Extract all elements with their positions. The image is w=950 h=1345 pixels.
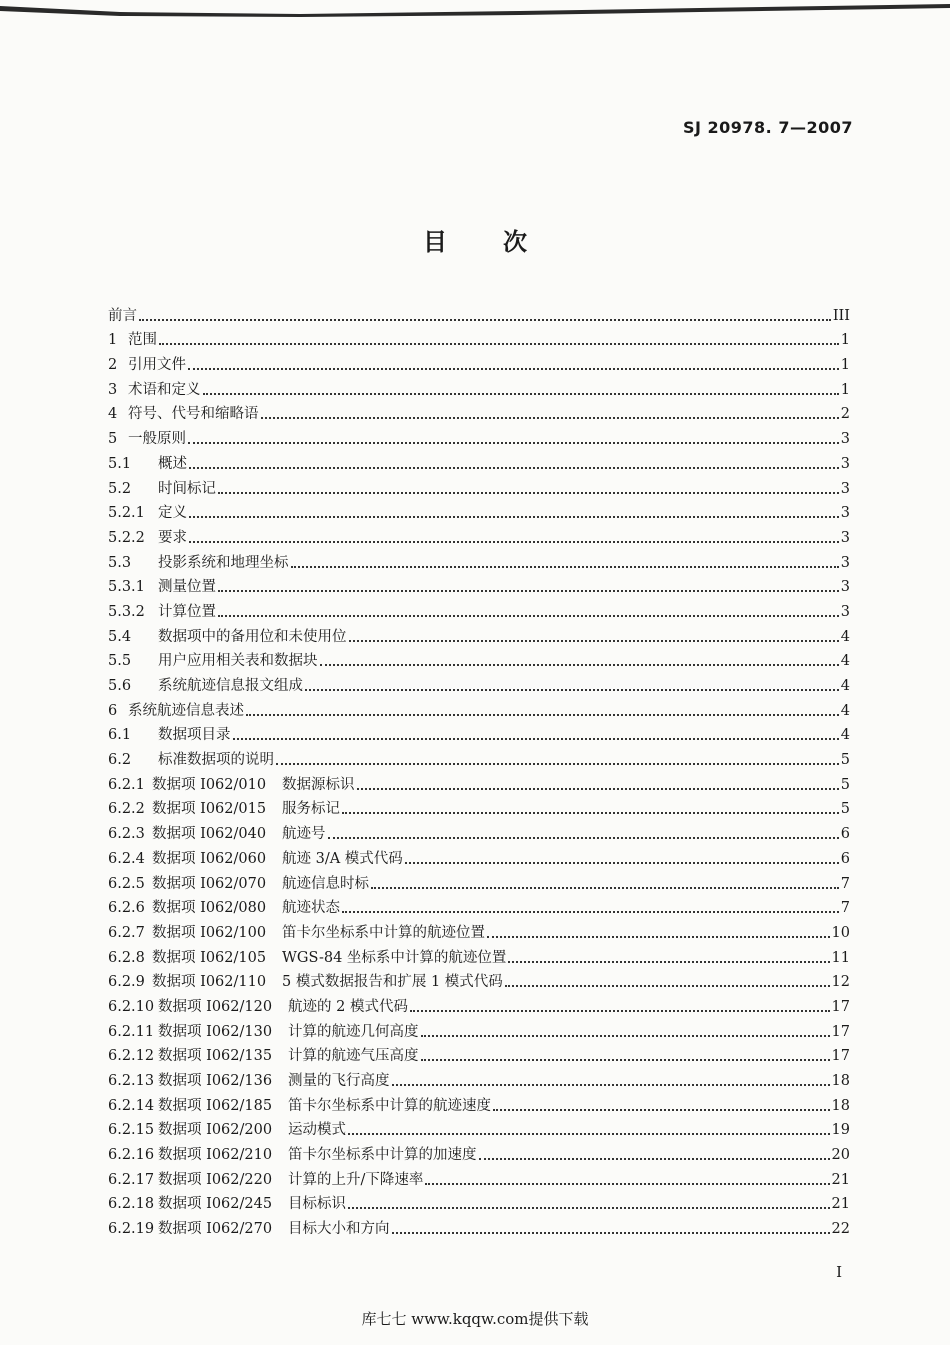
toc-entry-page: 11 bbox=[831, 949, 850, 966]
page-title: 目次 bbox=[423, 228, 583, 256]
toc-entry-number: 3 bbox=[108, 381, 118, 398]
toc-entry-number: 6.2.13 bbox=[108, 1073, 155, 1089]
toc-dot-leader bbox=[188, 442, 839, 444]
toc-entry-title: 航迹的 2 模式代码 bbox=[288, 998, 408, 1015]
toc-entry-number: 6.2.17 bbox=[108, 1171, 155, 1188]
toc-entry[interactable] bbox=[108, 621, 850, 646]
toc-entry-title: 数据项目录 bbox=[158, 727, 231, 744]
toc-entry-title: 目标标识 bbox=[288, 1196, 346, 1213]
toc-dot-leader bbox=[218, 492, 839, 494]
toc-entry-number: 5.4 bbox=[108, 628, 132, 645]
toc-entry-number: 5.3 bbox=[108, 554, 132, 571]
toc-entry-page: 17 bbox=[831, 1048, 850, 1065]
toc-entry[interactable] bbox=[108, 695, 850, 720]
toc-entry[interactable] bbox=[108, 547, 850, 572]
toc-entry-page: III bbox=[832, 307, 850, 324]
toc-entry-item-code: 数据项 I062/105 bbox=[152, 949, 267, 966]
toc-entry-page: 3 bbox=[840, 431, 850, 448]
toc-entry[interactable] bbox=[108, 349, 850, 374]
toc-entry-page: 20 bbox=[831, 1147, 850, 1164]
toc-entry-title: 计算的航迹几何高度 bbox=[288, 1023, 419, 1040]
toc-entry-number: 5.5 bbox=[108, 653, 132, 670]
toc-dot-leader bbox=[505, 985, 830, 987]
toc-entry[interactable] bbox=[108, 942, 850, 967]
toc-entry[interactable] bbox=[108, 744, 850, 769]
toc-entry-title: 系统航迹信息表述 bbox=[128, 702, 244, 719]
toc-entry-page: 3 bbox=[840, 529, 850, 546]
toc-dot-leader bbox=[189, 516, 839, 518]
toc-entry[interactable] bbox=[108, 1164, 850, 1189]
toc-entry-number: 6.2.4 bbox=[108, 850, 145, 867]
toc-dot-leader bbox=[392, 1232, 830, 1234]
toc-entry-title: 5 模式数据报告和扩展 1 模式代码 bbox=[282, 974, 503, 991]
toc-entry-title: 测量的飞行高度 bbox=[288, 1073, 390, 1089]
toc-dot-leader bbox=[421, 1059, 830, 1061]
toc-entry-title: 航迹状态 bbox=[282, 900, 340, 917]
toc-dot-leader bbox=[487, 936, 830, 938]
toc-entry[interactable] bbox=[108, 1213, 850, 1238]
toc-entry[interactable] bbox=[108, 423, 850, 448]
toc-entry-page: 1 bbox=[840, 332, 850, 349]
toc-entry-title: 笛卡尔坐标系中计算的加速度 bbox=[288, 1147, 477, 1164]
toc-entry[interactable] bbox=[108, 1115, 850, 1140]
document-number: SJ 20978. 7—2007 bbox=[682, 118, 853, 137]
toc-entry-item-code: 数据项 I062/245 bbox=[158, 1196, 273, 1213]
toc-entry-title: 笛卡尔坐标系中计算的航迹速度 bbox=[288, 1097, 491, 1114]
toc-entry-number: 5.2.2 bbox=[108, 529, 145, 546]
toc-entry[interactable] bbox=[108, 473, 850, 498]
toc-entry[interactable] bbox=[108, 991, 850, 1016]
toc-entry-item-code: 数据项 I062/130 bbox=[158, 1023, 273, 1040]
toc-dot-leader bbox=[328, 837, 839, 839]
toc-entry-item-code: 数据项 I062/080 bbox=[152, 900, 267, 917]
toc-dot-leader bbox=[139, 319, 831, 321]
toc-entry-number: 6 bbox=[108, 702, 118, 719]
toc-entry-number: 4 bbox=[108, 406, 118, 423]
toc-entry-title: 一般原则 bbox=[128, 431, 186, 448]
toc-entry-item-code: 数据项 I062/060 bbox=[152, 850, 267, 867]
toc-entry[interactable] bbox=[108, 498, 850, 523]
toc-entry-number: 6.2.14 bbox=[108, 1097, 155, 1114]
toc-entry-page: 5 bbox=[840, 752, 850, 769]
toc-entry-item-code: 数据项 I062/185 bbox=[158, 1097, 273, 1114]
toc-dot-leader bbox=[425, 1183, 829, 1185]
toc-dot-leader bbox=[342, 812, 839, 814]
toc-entry[interactable] bbox=[108, 1065, 850, 1090]
toc-entry-item-code: 数据项 I062/120 bbox=[158, 998, 273, 1015]
toc-entry[interactable] bbox=[108, 843, 850, 868]
toc-entry-number: 6.2.12 bbox=[108, 1048, 155, 1065]
toc-entry-page: 1 bbox=[840, 357, 850, 374]
toc-entry-title: 定义 bbox=[158, 505, 187, 522]
toc-entry-title: 计算位置 bbox=[158, 603, 216, 620]
toc-entry-page: 3 bbox=[840, 554, 850, 571]
toc-entry-number: 6.2 bbox=[108, 752, 132, 769]
toc-entry-number: 2 bbox=[108, 357, 118, 374]
toc-entry[interactable] bbox=[108, 374, 850, 399]
toc-entry-number: 6.2.1 bbox=[108, 776, 145, 793]
toc-dot-leader bbox=[410, 1010, 830, 1012]
toc-entry[interactable] bbox=[108, 325, 850, 350]
toc-entry-item-code: 数据项 I062/070 bbox=[152, 875, 267, 892]
toc-dot-leader bbox=[291, 566, 839, 568]
toc-entry-page: 4 bbox=[840, 727, 850, 744]
toc-entry-number: 6.2.8 bbox=[108, 949, 145, 966]
toc-entry-title: 概述 bbox=[158, 455, 187, 472]
toc-entry-page: 4 bbox=[840, 678, 850, 694]
toc-dot-leader bbox=[261, 417, 839, 419]
toc-dot-leader bbox=[348, 1207, 830, 1209]
toc-entry-title: 前言 bbox=[108, 307, 137, 324]
toc-dot-leader bbox=[371, 887, 839, 889]
toc-entry-number: 6.2.15 bbox=[108, 1122, 155, 1139]
toc-entry-title: 引用文件 bbox=[128, 357, 186, 374]
toc-entry[interactable] bbox=[108, 917, 850, 942]
toc-entry-number: 6.2.3 bbox=[108, 826, 145, 843]
scan-top-edge bbox=[0, 0, 950, 24]
toc-entry-page: 18 bbox=[831, 1073, 850, 1089]
toc-entry-page: 4 bbox=[840, 653, 850, 670]
toc-dot-leader bbox=[233, 738, 839, 740]
toc-entry-title: 航迹信息时标 bbox=[282, 875, 369, 892]
toc-entry[interactable] bbox=[108, 399, 850, 424]
toc-dot-leader bbox=[493, 1109, 830, 1111]
toc-entry-number: 5.1 bbox=[108, 455, 132, 472]
toc-entry-page: 21 bbox=[831, 1196, 850, 1213]
toc-entry-page: 17 bbox=[831, 1023, 850, 1040]
toc-entry-page: 7 bbox=[840, 900, 850, 917]
toc-dot-leader bbox=[342, 911, 839, 913]
toc-dot-leader bbox=[159, 343, 839, 345]
page-number: I bbox=[836, 1263, 842, 1281]
toc-entry-title: 数据项中的备用位和未使用位 bbox=[158, 628, 347, 645]
toc-dot-leader bbox=[320, 664, 839, 666]
toc-dot-leader bbox=[421, 1035, 830, 1037]
toc-entry-item-code: 数据项 I062/210 bbox=[158, 1147, 273, 1164]
toc-entry-number: 5.3.1 bbox=[108, 579, 145, 596]
toc-entry-number: 6.2.5 bbox=[108, 875, 145, 892]
toc-entry-title: 系统航迹信息报文组成 bbox=[158, 678, 303, 694]
toc-entry-page: 1 bbox=[840, 381, 850, 398]
toc-entry-page: 3 bbox=[840, 480, 850, 497]
toc-entry-page: 12 bbox=[831, 974, 850, 991]
toc-dot-leader bbox=[348, 1133, 830, 1135]
toc-entry-item-code: 数据项 I062/100 bbox=[152, 924, 267, 941]
toc-entry-page: 4 bbox=[840, 702, 850, 719]
toc-entry[interactable] bbox=[108, 522, 850, 547]
toc-entry[interactable] bbox=[108, 300, 850, 325]
toc-entry-number: 1 bbox=[108, 332, 118, 349]
toc-entry-number: 6.2.16 bbox=[108, 1147, 155, 1164]
toc-entry[interactable] bbox=[108, 769, 850, 794]
toc-entry-number: 6.2.19 bbox=[108, 1221, 155, 1238]
toc-entry-item-code: 数据项 I062/200 bbox=[158, 1122, 273, 1139]
toc-entry-item-code: 数据项 I062/015 bbox=[152, 801, 267, 818]
toc-entry[interactable] bbox=[108, 646, 850, 671]
toc-entry[interactable] bbox=[108, 1189, 850, 1214]
toc-dot-leader bbox=[349, 640, 839, 642]
toc-entry-page: 2 bbox=[840, 406, 850, 423]
toc-entry-title: 用户应用相关表和数据块 bbox=[158, 653, 318, 670]
toc-entry-number: 6.2.18 bbox=[108, 1196, 155, 1213]
toc-entry[interactable] bbox=[108, 818, 850, 843]
toc-dot-leader bbox=[203, 393, 839, 395]
toc-entry-page: 21 bbox=[831, 1171, 850, 1188]
toc-dot-leader bbox=[305, 689, 839, 691]
toc-entry-number: 5 bbox=[108, 431, 118, 448]
toc-dot-leader bbox=[188, 368, 839, 370]
toc-dot-leader bbox=[218, 615, 839, 617]
toc-entry-title: 航迹号 bbox=[282, 826, 326, 843]
toc-entry[interactable] bbox=[108, 572, 850, 597]
toc-entry-title: 笛卡尔坐标系中计算的航迹位置 bbox=[282, 924, 485, 941]
toc-dot-leader bbox=[479, 1158, 830, 1160]
toc-entry-page: 7 bbox=[840, 875, 850, 892]
toc-entry-page: 3 bbox=[840, 505, 850, 522]
toc-entry-item-code: 数据项 I062/270 bbox=[158, 1221, 273, 1238]
toc-entry-title: 计算的航迹气压高度 bbox=[288, 1048, 419, 1065]
toc-entry-title: 投影系统和地理坐标 bbox=[158, 554, 289, 571]
toc-entry-item-code: 数据项 I062/040 bbox=[152, 826, 267, 843]
toc-dot-leader bbox=[276, 763, 839, 765]
toc-entry-page: 6 bbox=[840, 850, 850, 867]
toc-entry-item-code: 数据项 I062/136 bbox=[158, 1073, 273, 1089]
toc-entry[interactable] bbox=[108, 967, 850, 992]
toc-entry-number: 5.3.2 bbox=[108, 603, 145, 620]
toc-entry[interactable] bbox=[108, 1016, 850, 1041]
toc-entry[interactable] bbox=[108, 448, 850, 473]
toc-entry[interactable] bbox=[108, 794, 850, 819]
toc-entry-item-code: 数据项 I062/110 bbox=[152, 974, 267, 991]
toc-dot-leader bbox=[246, 714, 839, 716]
toc-entry-number: 6.2.7 bbox=[108, 924, 145, 941]
toc-entry[interactable] bbox=[108, 1139, 850, 1164]
toc-entry-item-code: 数据项 I062/220 bbox=[158, 1171, 273, 1188]
toc-entry[interactable] bbox=[108, 596, 850, 621]
toc-entry-page: 17 bbox=[831, 998, 850, 1015]
toc-entry[interactable] bbox=[108, 670, 850, 695]
toc-entry-page: 5 bbox=[840, 776, 850, 793]
toc-entry[interactable] bbox=[108, 720, 850, 745]
toc-entry-number: 6.1 bbox=[108, 727, 132, 744]
toc-entry-title: 航迹 3/A 模式代码 bbox=[282, 850, 403, 867]
toc-entry-page: 5 bbox=[840, 801, 850, 818]
toc-entry-number: 6.2.6 bbox=[108, 900, 145, 917]
toc-entry-title: 符号、代号和缩略语 bbox=[128, 406, 259, 423]
toc-entry-number: 5.2 bbox=[108, 480, 132, 497]
toc-entry-item-code: 数据项 I062/010 bbox=[152, 776, 267, 793]
toc-entry-page: 19 bbox=[831, 1122, 850, 1139]
toc-entry-page: 3 bbox=[840, 579, 850, 596]
toc-dot-leader bbox=[218, 590, 839, 592]
toc-entry-title: 测量位置 bbox=[158, 579, 216, 596]
toc-entry-page: 6 bbox=[840, 826, 850, 843]
toc-entry-title: 范围 bbox=[128, 332, 157, 349]
toc-entry-title: 标准数据项的说明 bbox=[158, 752, 274, 769]
toc-dot-leader bbox=[357, 788, 839, 790]
toc-entry[interactable] bbox=[108, 893, 850, 918]
toc-entry[interactable] bbox=[108, 1041, 850, 1066]
toc-dot-leader bbox=[189, 467, 839, 469]
toc-entry-number: 6.2.2 bbox=[108, 801, 145, 818]
toc-entry-page: 22 bbox=[831, 1221, 850, 1238]
toc-entry[interactable] bbox=[108, 1090, 850, 1115]
toc-entry-title: 运动模式 bbox=[288, 1122, 346, 1139]
toc-entry-title: WGS-84 坐标系中计算的航迹位置 bbox=[282, 949, 507, 966]
toc-entry-page: 4 bbox=[840, 628, 850, 645]
toc-dot-leader bbox=[405, 862, 839, 864]
toc-entry-page: 10 bbox=[831, 924, 850, 941]
toc-entry-page: 3 bbox=[840, 603, 850, 620]
toc-entry-number: 6.2.9 bbox=[108, 974, 145, 991]
toc-entry-number: 6.2.10 bbox=[108, 998, 155, 1015]
toc-entry-title: 计算的上升/下降速率 bbox=[288, 1171, 424, 1188]
toc-entry-page: 3 bbox=[840, 455, 850, 472]
toc-entry-title: 服务标记 bbox=[282, 801, 340, 818]
toc-entry-number: 5.6 bbox=[108, 678, 132, 694]
toc-entry-number: 5.2.1 bbox=[108, 505, 145, 522]
toc-dot-leader bbox=[189, 541, 839, 543]
download-footer: 库七七 www.kqqw.com提供下载 bbox=[361, 1310, 589, 1328]
toc-dot-leader bbox=[508, 961, 829, 963]
toc-dot-leader bbox=[392, 1084, 830, 1086]
toc-entry-number: 6.2.11 bbox=[108, 1023, 155, 1040]
toc-entry-title: 时间标记 bbox=[158, 480, 216, 497]
toc-entry-title: 术语和定义 bbox=[128, 381, 201, 398]
toc-entry-title: 数据源标识 bbox=[282, 776, 355, 793]
toc-entry-title: 目标大小和方向 bbox=[288, 1221, 390, 1238]
table-of-contents bbox=[108, 300, 850, 1238]
toc-entry-page: 18 bbox=[831, 1097, 850, 1114]
toc-entry[interactable] bbox=[108, 868, 850, 893]
toc-entry-item-code: 数据项 I062/135 bbox=[158, 1048, 273, 1065]
toc-entry-title: 要求 bbox=[158, 529, 187, 546]
